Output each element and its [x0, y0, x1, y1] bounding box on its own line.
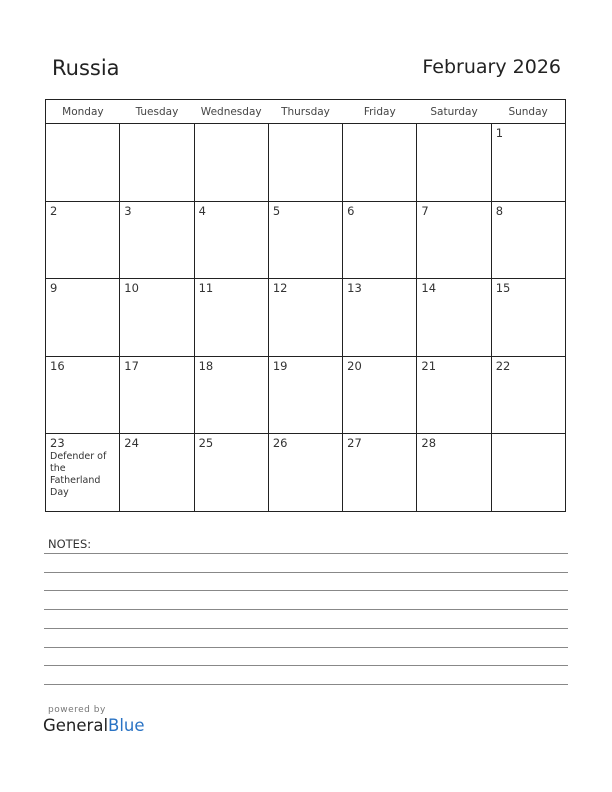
- day-cell: [417, 356, 491, 434]
- note-line: [44, 647, 568, 648]
- weekday-monday: Monday: [46, 100, 120, 124]
- day-cell: [194, 356, 268, 434]
- day-number: 4: [198, 203, 206, 218]
- weekday-sunday: Sunday: [491, 100, 565, 124]
- day-cell: [268, 201, 342, 279]
- notes-label: NOTES:: [48, 537, 92, 551]
- day-cell: [46, 201, 120, 279]
- day-number: 13: [347, 281, 362, 296]
- day-cell: [120, 356, 194, 434]
- day-cell: [194, 201, 268, 279]
- day-number: 9: [50, 281, 58, 296]
- day-cell: [46, 124, 120, 202]
- day-cell: [46, 279, 120, 357]
- day-number: 23: [50, 436, 65, 451]
- day-cell: [268, 434, 342, 512]
- day-number: 1: [495, 126, 504, 140]
- day-cell: [417, 124, 491, 202]
- day-number: 19: [272, 358, 288, 373]
- day-cell: [194, 279, 268, 357]
- day-cell: [46, 356, 120, 434]
- day-number: 6: [347, 203, 355, 218]
- day-number: 7: [421, 203, 429, 218]
- week-row: [46, 279, 566, 357]
- day-cell: [343, 201, 417, 279]
- day-number: 18: [198, 358, 214, 373]
- month-year-title: February 2026: [422, 56, 561, 78]
- brand-blue: Blue: [108, 716, 145, 735]
- day-number: 14: [421, 281, 437, 296]
- day-number: 10: [124, 281, 139, 296]
- note-line: [44, 665, 568, 666]
- country-title: Russia: [52, 56, 120, 80]
- day-number: 2: [50, 203, 58, 218]
- note-line: [44, 572, 568, 573]
- day-number: 24: [124, 436, 139, 451]
- day-cell: [491, 356, 565, 434]
- day-cell: [343, 124, 417, 202]
- day-number: 26: [272, 436, 288, 451]
- day-number: 21: [421, 358, 437, 373]
- note-line: [44, 609, 568, 610]
- day-number: 20: [347, 358, 362, 373]
- day-cell: [120, 124, 194, 202]
- calendar-grid: [45, 99, 566, 512]
- note-line: [44, 590, 568, 591]
- day-number: 17: [124, 358, 139, 373]
- brand-logo: [43, 716, 145, 735]
- note-line: [44, 553, 568, 554]
- powered-by-text: powered by: [48, 705, 106, 715]
- weekday-thursday: Thursday: [268, 100, 342, 124]
- day-cell: [343, 434, 417, 512]
- day-number: 27: [347, 436, 362, 451]
- week-row: [46, 124, 566, 202]
- day-cell: [491, 434, 565, 512]
- holiday-label: Defender of the Fatherland Day: [50, 451, 107, 499]
- day-cell: [491, 279, 565, 357]
- note-line: [44, 684, 568, 685]
- day-cell: [268, 124, 342, 202]
- day-number: 16: [50, 358, 65, 373]
- day-cell: [343, 279, 417, 357]
- day-cell: [417, 201, 491, 279]
- day-number: 15: [495, 281, 511, 296]
- day-number: 22: [495, 358, 511, 373]
- week-row: [46, 201, 566, 279]
- weekday-friday: Friday: [343, 100, 417, 124]
- weekday-wednesday: Wednesday: [194, 100, 268, 124]
- day-cell: [268, 279, 342, 357]
- day-number: 8: [495, 203, 504, 218]
- day-cell: [194, 434, 268, 512]
- weekday-tuesday: Tuesday: [120, 100, 194, 124]
- day-number: 5: [272, 203, 281, 218]
- day-cell: [120, 279, 194, 357]
- day-cell: [417, 279, 491, 357]
- day-cell: [491, 201, 565, 279]
- weekday-header-row: [46, 100, 566, 124]
- day-cell: [46, 434, 120, 512]
- day-number: 28: [421, 436, 437, 451]
- week-row: [46, 434, 566, 512]
- day-cell: [194, 124, 268, 202]
- day-cell: [491, 124, 565, 202]
- brand-general: General: [43, 716, 109, 735]
- day-cell: [343, 356, 417, 434]
- day-cell: [120, 201, 194, 279]
- week-row: [46, 356, 566, 434]
- day-cell: [268, 356, 342, 434]
- note-line: [44, 628, 568, 629]
- weekday-saturday: Saturday: [417, 100, 491, 124]
- day-number: 12: [272, 281, 288, 296]
- day-number: 3: [124, 203, 132, 218]
- day-number: 25: [198, 436, 214, 451]
- day-number: 11: [198, 281, 214, 296]
- day-cell: [417, 434, 491, 512]
- day-cell: [120, 434, 194, 512]
